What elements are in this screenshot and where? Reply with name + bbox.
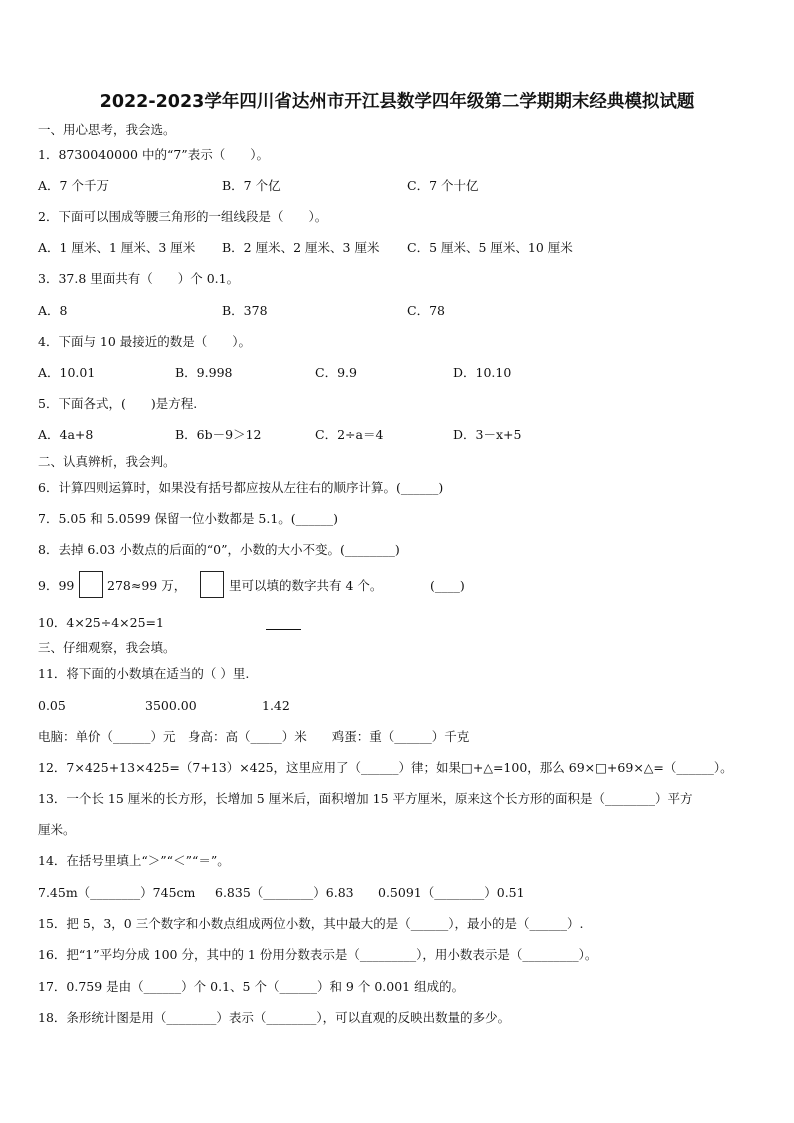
- question-4-stem: 4．下面与 10 最接近的数是（ ）。: [38, 334, 252, 349]
- question-18: 18．条形统计图是用（________）表示（________），可以直观的反映出数量的多少。: [38, 1010, 511, 1025]
- question-5-stem: 5．下面各式，( )是方程.: [38, 396, 198, 411]
- question-5-option-a: A．4a+8: [38, 427, 94, 442]
- question-9-answer-blank[interactable]: (____): [430, 578, 465, 593]
- section-3-heading: 三、仔细观察，我会填。: [38, 640, 176, 655]
- question-4-option-b: B．9.998: [175, 365, 233, 380]
- question-16: 16．把“1”平均分成 100 分，其中的 1 份用分数表示是（_________），用小数表示是（_________）。: [38, 947, 598, 962]
- question-13-line-1: 13．一个长 15 厘米的长方形，长增加 5 厘米后，面积增加 15 平方厘米，原来这个长方形的面积是（________）平方: [38, 791, 693, 806]
- question-14: 14．在括号里填上“＞”“＜”“＝”。: [38, 853, 230, 868]
- page-title: 2022-2023学年四川省达州市开江县数学四年级第二学期期末经典模拟试题: [99, 92, 695, 112]
- question-6: 6．计算四则运算时，如果没有括号都应按从左往右的顺序计算。(______): [38, 480, 444, 495]
- question-10: 10．4×25÷4×25=1: [38, 615, 164, 630]
- question-2-option-b: B．2 厘米、2 厘米、3 厘米: [222, 240, 380, 255]
- section-1-heading: 一、用心思考，我会选。: [38, 122, 176, 137]
- question-2-option-a: A．1 厘米、1 厘米、3 厘米: [38, 240, 196, 255]
- question-4-option-d: D．10.10: [453, 365, 512, 380]
- question-11-number: 0.05: [38, 698, 66, 713]
- question-9-part-1: 9．99: [38, 578, 75, 593]
- question-3-option-a: A．8: [38, 303, 68, 318]
- question-5-option-b: B．6b－9＞12: [175, 427, 262, 442]
- question-1-option-c: C．7 个十亿: [407, 178, 479, 193]
- question-15: 15．把 5，3，0 三个数字和小数点组成两位小数，其中最大的是（______），最小的是（______）.: [38, 916, 584, 931]
- question-4-option-c: C．9.9: [315, 365, 357, 380]
- question-1-option-b: B．7 个亿: [222, 178, 281, 193]
- question-9-part-2: 278≈99 万，: [107, 578, 187, 593]
- question-4-option-a: A．10.01: [38, 365, 96, 380]
- question-5-option-c: C．2÷a＝4: [315, 427, 384, 442]
- section-2-heading: 二、认真辨析，我会判。: [38, 454, 176, 469]
- question-9-part-3: 里可以填的数字共有 4 个。: [229, 578, 383, 593]
- question-2-stem: 2．下面可以围成等腰三角形的一组线段是（ ）。: [38, 209, 328, 224]
- question-1-option-a: A．7 个千万: [38, 178, 109, 193]
- answer-box[interactable]: [79, 571, 103, 598]
- question-12: 12．7×425+13×425=（7+13）×425，这里应用了（______）律；如果□+△=100，那么 69×□+69×△=（______）。: [38, 760, 733, 775]
- question-14-item: 6.835（________）6.83: [215, 885, 354, 900]
- question-11-number: 1.42: [262, 698, 290, 713]
- question-5-option-d: D．3－x+5: [453, 427, 522, 442]
- question-14-item: 0.5091（________）0.51: [378, 885, 525, 900]
- question-10-answer-blank[interactable]: [266, 628, 301, 630]
- question-11-number: 3500.00: [145, 698, 197, 713]
- question-17: 17．0.759 是由（______）个 0.1、5 个（______）和 9 个 0.001 组成的。: [38, 979, 465, 994]
- question-3-stem: 3．37.8 里面共有（ ）个 0.1。: [38, 271, 240, 286]
- question-3-option-c: C．78: [407, 303, 445, 318]
- question-7: 7．5.05 和 5.0599 保留一位小数都是 5.1。(______): [38, 511, 339, 526]
- question-8: 8．去掉 6.03 小数点的后面的“0”，小数的大小不变。(________): [38, 542, 400, 557]
- question-11: 11．将下面的小数填在适当的（ ）里.: [38, 666, 250, 681]
- question-13-line-2: 厘米。: [38, 822, 76, 837]
- answer-box[interactable]: [200, 571, 224, 598]
- question-14-item: 7.45m（________）745cm: [38, 885, 196, 900]
- question-2-option-c: C．5 厘米、5 厘米、10 厘米: [407, 240, 573, 255]
- question-1-stem: 1．8730040000 中的“7”表示（ ）。: [38, 147, 269, 162]
- question-11-blanks: 电脑：单价（______）元 身高：高（_____）米 鸡蛋：重（______）千克: [38, 729, 470, 744]
- question-3-option-b: B．378: [222, 303, 268, 318]
